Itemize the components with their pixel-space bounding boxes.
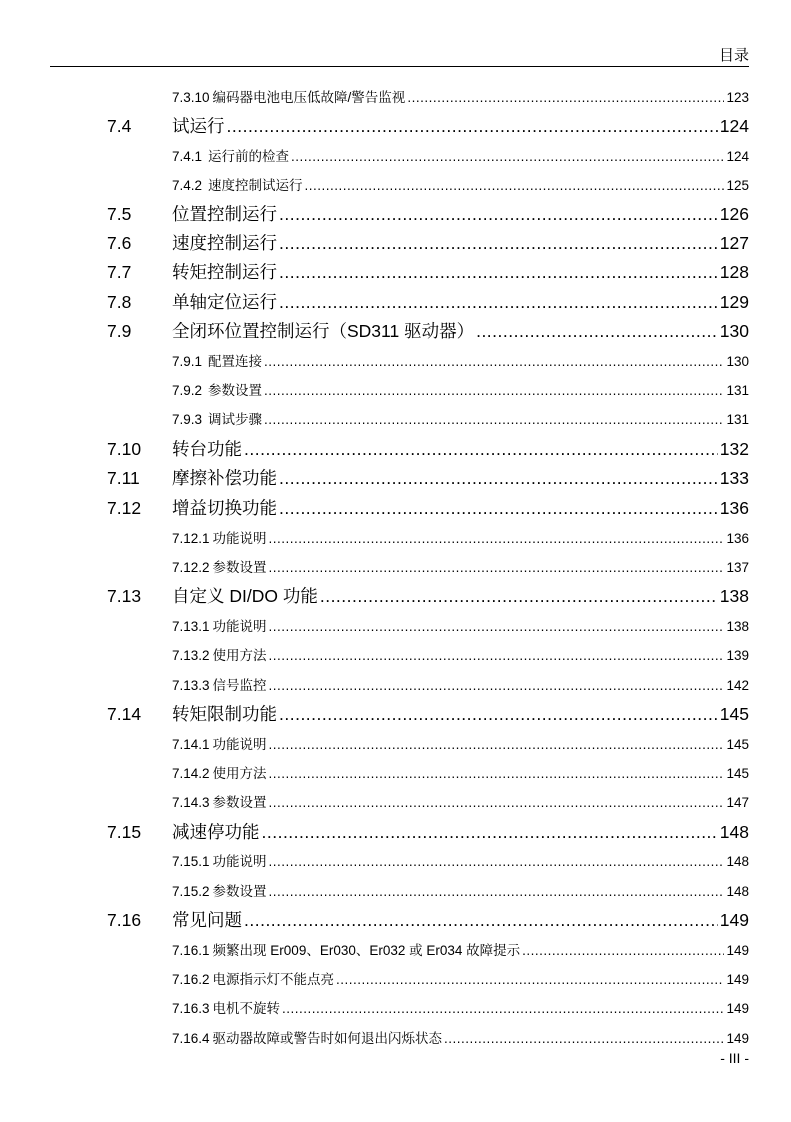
toc-title: 增益切换功能 — [172, 498, 277, 518]
toc-entry-7-9-3[interactable] — [172, 408, 749, 426]
toc-number: 7.6 — [107, 233, 132, 253]
toc-title: 转台功能 — [172, 439, 242, 459]
toc-page: 127 — [719, 233, 749, 253]
toc-title: 单轴定位运行 — [172, 292, 277, 312]
toc-page: 124 — [726, 149, 749, 164]
toc-title: 频繁出现 Er009、Er030、Er032 或 Er034 故障提示 — [212, 943, 521, 958]
toc-number: 7.13.2 — [172, 648, 210, 663]
toc-page: 145 — [719, 704, 749, 724]
toc-page: 149 — [726, 943, 749, 958]
toc-entry-7-14[interactable] — [107, 701, 749, 723]
toc-entry-7-15-1[interactable] — [172, 850, 749, 868]
toc-title: 编码器电池电压低故障/警告监视 — [212, 90, 406, 105]
toc-leader — [269, 560, 725, 575]
toc-page: 130 — [726, 354, 749, 369]
toc-title: 参数设置 — [212, 884, 267, 899]
toc-leader — [476, 321, 718, 342]
toc-page: 133 — [719, 468, 749, 488]
toc-page: 131 — [726, 383, 749, 398]
toc-entry-7-4[interactable] — [107, 113, 749, 135]
toc-entry-7-12-2[interactable] — [172, 556, 749, 574]
toc-leader — [269, 531, 725, 546]
toc-entry-7-12-1[interactable] — [172, 527, 749, 545]
toc-number: 7.7 — [107, 262, 132, 282]
toc-entry-7-9-2[interactable] — [172, 379, 749, 397]
toc-number: 7.12.1 — [172, 531, 210, 546]
toc-title: 速度控制试运行 — [208, 178, 303, 193]
toc-title: 转矩限制功能 — [172, 704, 277, 724]
toc-leader — [269, 795, 725, 810]
toc-title: 电机不旋转 — [212, 1001, 281, 1016]
toc-entry-7-16-4[interactable] — [172, 1027, 749, 1045]
header-divider — [50, 66, 749, 67]
toc-leader — [279, 204, 718, 225]
toc-number: 7.4.1 — [172, 149, 203, 164]
toc-leader — [279, 233, 718, 254]
toc-leader — [522, 943, 724, 958]
toc-leader — [291, 149, 724, 164]
toc-entry-7-14-2[interactable] — [172, 762, 749, 780]
toc-leader — [279, 468, 718, 489]
toc-entry-7-4-2[interactable] — [172, 174, 749, 192]
toc-leader — [244, 910, 718, 931]
toc-leader — [262, 822, 718, 843]
toc-title: 功能说明 — [212, 531, 267, 546]
toc-title: 使用方法 — [212, 766, 267, 781]
toc-leader — [269, 648, 725, 663]
toc-title: 调试步骤 — [208, 412, 263, 427]
toc-entry-7-5[interactable] — [107, 201, 749, 223]
toc-page: 148 — [726, 854, 749, 869]
toc-page: 138 — [719, 586, 749, 606]
toc-entry-7-16[interactable] — [107, 907, 749, 929]
toc-entry-7-8[interactable] — [107, 289, 749, 311]
toc-title: 运行前的检查 — [208, 149, 290, 164]
toc-entry-7-14-1[interactable] — [172, 733, 749, 751]
toc-entry-7-3-10[interactable] — [172, 86, 749, 104]
toc-number: 7.15 — [107, 822, 142, 842]
toc-leader — [336, 972, 724, 987]
toc-leader — [264, 383, 724, 398]
toc-title: 全闭环位置控制运行（SD311 驱动器） — [172, 321, 475, 341]
toc-number: 7.14.1 — [172, 737, 210, 752]
toc-entry-7-6[interactable] — [107, 230, 749, 252]
toc-number: 7.13.1 — [172, 619, 210, 634]
toc-entry-7-13-1[interactable] — [172, 615, 749, 633]
toc-page: 149 — [726, 1031, 749, 1046]
toc-title: 功能说明 — [212, 737, 267, 752]
toc-entry-7-11[interactable] — [107, 465, 749, 487]
toc-entry-7-13[interactable] — [107, 583, 749, 605]
toc-page: 148 — [726, 884, 749, 899]
toc-page: 125 — [726, 178, 749, 193]
toc-entry-7-9[interactable] — [107, 318, 749, 340]
toc-page: 138 — [726, 619, 749, 634]
toc-leader — [444, 1031, 724, 1046]
toc-title: 功能说明 — [212, 854, 267, 869]
toc-leader — [407, 90, 724, 105]
toc-number: 7.14.3 — [172, 795, 210, 810]
toc-page: 126 — [719, 204, 749, 224]
toc-number: 7.15.1 — [172, 854, 210, 869]
toc-number: 7.3.10 — [172, 90, 210, 105]
toc-leader — [227, 116, 718, 137]
toc-title: 参数设置 — [212, 560, 267, 575]
toc-title: 电源指示灯不能点亮 — [212, 972, 335, 987]
toc-leader — [269, 619, 725, 634]
toc-entry-7-13-3[interactable] — [172, 674, 749, 692]
toc-page: 145 — [726, 737, 749, 752]
toc-number: 7.16.4 — [172, 1031, 210, 1046]
toc-number: 7.14.2 — [172, 766, 210, 781]
toc-page: 136 — [726, 531, 749, 546]
toc-entry-7-16-2[interactable] — [172, 968, 749, 986]
toc-leader — [269, 678, 725, 693]
toc-title: 减速停功能 — [172, 822, 260, 842]
toc-title: 转矩控制运行 — [172, 262, 277, 282]
page-number-footer: - III - — [720, 1050, 749, 1066]
toc-number: 7.14 — [107, 704, 142, 724]
toc-number: 7.9.2 — [172, 383, 203, 398]
toc-number: 7.4.2 — [172, 178, 203, 193]
toc-leader — [269, 737, 725, 752]
toc-title: 位置控制运行 — [172, 204, 277, 224]
toc-number: 7.16.2 — [172, 972, 210, 987]
toc-page: 148 — [719, 822, 749, 842]
toc-leader — [269, 854, 725, 869]
toc-entry-7-9-1[interactable] — [172, 350, 749, 368]
toc-entry-7-12[interactable] — [107, 495, 749, 517]
toc-leader — [320, 586, 718, 607]
toc-title: 常见问题 — [172, 910, 242, 930]
toc-page: 124 — [719, 116, 749, 136]
toc-entry-7-15[interactable] — [107, 819, 749, 841]
toc-page: 139 — [726, 648, 749, 663]
toc-page: 145 — [726, 766, 749, 781]
toc-leader — [305, 178, 725, 193]
toc-leader — [244, 439, 718, 460]
toc-page: 123 — [726, 90, 749, 105]
toc-page: 131 — [726, 412, 749, 427]
toc-number: 7.16.1 — [172, 943, 210, 958]
toc-entry-7-13-2[interactable] — [172, 644, 749, 662]
toc-number: 7.16 — [107, 910, 142, 930]
header-title: 目录 — [718, 46, 749, 64]
toc-leader — [269, 884, 725, 899]
toc-number: 7.11 — [107, 468, 140, 488]
toc-page: 136 — [719, 498, 749, 518]
toc-entry-7-16-1[interactable] — [172, 939, 749, 957]
toc-leader — [264, 354, 724, 369]
toc-leader — [264, 412, 724, 427]
toc-leader — [279, 292, 718, 313]
toc-entry-7-4-1[interactable] — [172, 145, 749, 163]
toc-number: 7.16.3 — [172, 1001, 210, 1016]
toc-page: 130 — [719, 321, 749, 341]
toc-leader — [282, 1001, 724, 1016]
toc-number: 7.12 — [107, 498, 142, 518]
toc-page: 132 — [719, 439, 749, 459]
toc-number: 7.15.2 — [172, 884, 210, 899]
toc-entry-7-16-3[interactable] — [172, 997, 749, 1015]
toc-number: 7.13.3 — [172, 678, 210, 693]
toc-page: 149 — [726, 1001, 749, 1016]
toc-number: 7.10 — [107, 439, 142, 459]
toc-leader — [279, 704, 718, 725]
toc-entry-7-14-3[interactable] — [172, 791, 749, 809]
toc-number: 7.8 — [107, 292, 132, 312]
toc-title: 参数设置 — [212, 795, 267, 810]
toc-page: 149 — [719, 910, 749, 930]
toc-title: 速度控制运行 — [172, 233, 277, 253]
toc-number: 7.9.3 — [172, 412, 203, 427]
toc-page: 128 — [719, 262, 749, 282]
toc-leader — [279, 262, 718, 283]
toc-number: 7.12.2 — [172, 560, 210, 575]
toc-page: 149 — [726, 972, 749, 987]
toc-leader — [269, 766, 725, 781]
toc-title: 信号监控 — [212, 678, 267, 693]
toc-number: 7.4 — [107, 116, 132, 136]
toc-number: 7.5 — [107, 204, 132, 224]
toc-title: 配置连接 — [208, 354, 263, 369]
toc-number: 7.9 — [107, 321, 132, 341]
toc-title: 参数设置 — [208, 383, 263, 398]
toc-number: 7.13 — [107, 586, 142, 606]
toc-title: 试运行 — [172, 116, 225, 136]
toc-title: 驱动器故障或警告时如何退出闪烁状态 — [212, 1031, 443, 1046]
toc-page: 147 — [726, 795, 749, 810]
toc-title: 摩擦补偿功能 — [172, 468, 277, 488]
toc-page: 142 — [726, 678, 749, 693]
toc-entry-7-7[interactable] — [107, 259, 749, 281]
toc-page: 129 — [719, 292, 749, 312]
toc-number: 7.9.1 — [172, 354, 203, 369]
toc-title: 功能说明 — [212, 619, 267, 634]
toc-page: 137 — [726, 560, 749, 575]
toc-entry-7-10[interactable] — [107, 436, 749, 458]
toc-title: 自定义 DI/DO 功能 — [172, 586, 318, 606]
toc-leader — [279, 498, 718, 519]
toc-entry-7-15-2[interactable] — [172, 880, 749, 898]
toc-title: 使用方法 — [212, 648, 267, 663]
